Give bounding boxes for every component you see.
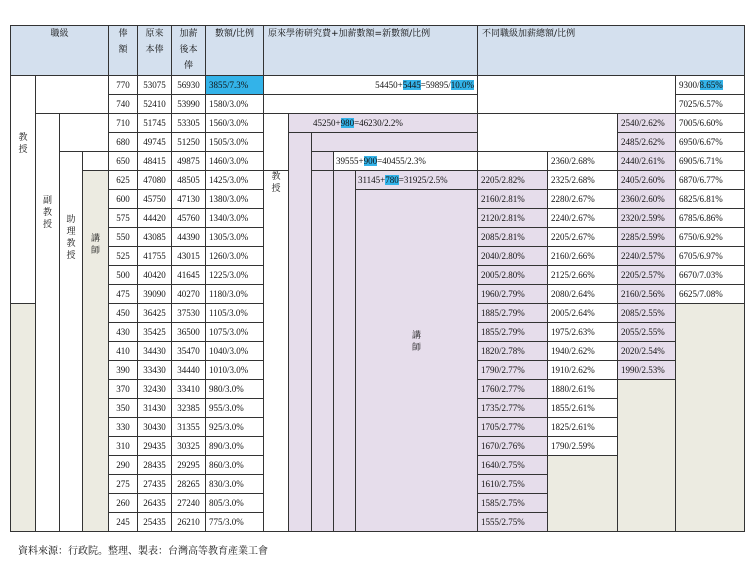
grade-cell: 525 <box>109 247 138 266</box>
diff-lecturer-cell: 1960/2.79% <box>478 285 548 304</box>
lecturer-formula: 31145+780=31925/2.5% <box>356 171 478 190</box>
salary-table-container <box>10 25 723 536</box>
diff-lecturer-cell: 2085/2.81% <box>478 228 548 247</box>
original-salary-cell: 31430 <box>138 399 172 418</box>
amount-ratio-cell: 1225/3.0% <box>206 266 264 285</box>
original-salary-cell: 51745 <box>138 114 172 133</box>
grade-cell: 740 <box>109 95 138 114</box>
amount-ratio-cell: 1505/3.0% <box>206 133 264 152</box>
diff-professor-cell: 7025/6.57% <box>676 95 745 114</box>
raised-salary-cell: 28265 <box>172 475 206 494</box>
diff-associate-cell: 2540/2.62% <box>618 114 676 133</box>
original-salary-cell: 41755 <box>138 247 172 266</box>
diff-professor-cell: 6825/6.81% <box>676 190 745 209</box>
diff-assistant-cell: 2125/2.66% <box>548 266 618 285</box>
grade-cell: 475 <box>109 285 138 304</box>
blank-cell <box>312 133 478 152</box>
grade-cell: 290 <box>109 456 138 475</box>
original-salary-cell: 53075 <box>138 76 172 95</box>
diff-associate-cell: 2160/2.56% <box>618 285 676 304</box>
amount-ratio-cell: 830/3.0% <box>206 475 264 494</box>
diff-assistant-cell: 2360/2.68% <box>548 152 618 171</box>
diff-associate-cell: 2085/2.55% <box>618 304 676 323</box>
diff-lecturer-cell: 2120/2.81% <box>478 209 548 228</box>
diff-professor-cell: 7005/6.60% <box>676 114 745 133</box>
diff-assistant-cell: 1940/2.62% <box>548 342 618 361</box>
diff-assistant-cell: 1825/2.61% <box>548 418 618 437</box>
diff-assistant-cell: 2205/2.67% <box>548 228 618 247</box>
original-salary-cell: 48415 <box>138 152 172 171</box>
raised-salary-cell: 41645 <box>172 266 206 285</box>
raised-salary-cell: 32385 <box>172 399 206 418</box>
blank-cell <box>264 95 478 114</box>
raised-salary-cell: 40270 <box>172 285 206 304</box>
diff-associate-cell: 2240/2.57% <box>618 247 676 266</box>
diff-lecturer-cell: 2040/2.80% <box>478 247 548 266</box>
amount-ratio-cell: 860/3.0% <box>206 456 264 475</box>
original-salary-cell: 28435 <box>138 456 172 475</box>
original-salary-cell: 27435 <box>138 475 172 494</box>
diff-lecturer-cell: 1735/2.77% <box>478 399 548 418</box>
original-salary-cell: 26435 <box>138 494 172 513</box>
raised-salary-cell: 43015 <box>172 247 206 266</box>
diff-assistant-cell: 2005/2.64% <box>548 304 618 323</box>
blank-cell <box>60 114 109 152</box>
grade-cell: 330 <box>109 418 138 437</box>
diff-professor-cell: 6870/6.77% <box>676 171 745 190</box>
diff-associate-cell: 2360/2.60% <box>618 190 676 209</box>
original-salary-cell: 34430 <box>138 342 172 361</box>
original-salary-cell: 43085 <box>138 228 172 247</box>
diff-lecturer-cell: 2160/2.81% <box>478 190 548 209</box>
amount-ratio-cell: 1105/3.0% <box>206 304 264 323</box>
diff-lecturer-cell: 1640/2.75% <box>478 456 548 475</box>
amount-ratio-cell: 1340/3.0% <box>206 209 264 228</box>
salary-raise-table <box>10 25 745 532</box>
amount-ratio-cell: 1380/3.0% <box>206 190 264 209</box>
diff-lecturer-cell: 1760/2.77% <box>478 380 548 399</box>
original-salary-cell: 30430 <box>138 418 172 437</box>
raised-salary-cell: 53990 <box>172 95 206 114</box>
diff-professor-cell: 6750/6.92% <box>676 228 745 247</box>
amount-ratio-cell: 1305/3.0% <box>206 228 264 247</box>
diff-lecturer-cell: 1820/2.78% <box>478 342 548 361</box>
diff-lecturer-cell: 1885/2.79% <box>478 304 548 323</box>
diff-lecturer-cell: 1790/2.77% <box>478 361 548 380</box>
grade-cell: 410 <box>109 342 138 361</box>
grade-cell: 275 <box>109 475 138 494</box>
grade-cell: 310 <box>109 437 138 456</box>
grade-cell: 390 <box>109 361 138 380</box>
grade-cell: 370 <box>109 380 138 399</box>
diff-assistant-cell: 1910/2.62% <box>548 361 618 380</box>
header-amount-ratio: 數額/比例 <box>206 26 264 76</box>
grade-cell: 260 <box>109 494 138 513</box>
diff-associate-cell: 2440/2.61% <box>618 152 676 171</box>
amount-ratio-cell: 925/3.0% <box>206 418 264 437</box>
amount-ratio-cell: 980/3.0% <box>206 380 264 399</box>
blank-cell <box>478 152 548 171</box>
raised-salary-cell: 51250 <box>172 133 206 152</box>
diff-professor-top: 9300/8.65% <box>676 76 745 95</box>
diff-lecturer-cell: 2005/2.80% <box>478 266 548 285</box>
grade-cell: 680 <box>109 133 138 152</box>
blank-cell <box>312 171 334 532</box>
grade-cell: 600 <box>109 190 138 209</box>
diff-associate-cell: 2020/2.54% <box>618 342 676 361</box>
diff-associate-cell: 2320/2.59% <box>618 209 676 228</box>
blank-cell <box>36 76 109 114</box>
original-salary-cell: 45750 <box>138 190 172 209</box>
blank-cell <box>478 114 618 152</box>
header-formula: 原來學術研究費+加薪數額=新數額/比例 <box>264 26 478 76</box>
blank-cell <box>334 171 356 532</box>
diff-assistant-cell: 2080/2.64% <box>548 285 618 304</box>
rank-label-professor: 教授 <box>11 76 36 304</box>
diff-lecturer-cell: 1705/2.77% <box>478 418 548 437</box>
rank-label-professor-2: 教授 <box>264 171 289 532</box>
amount-ratio-cell: 775/3.0% <box>206 513 264 532</box>
rank-label-lecturer-2: 講師 <box>356 190 478 532</box>
original-salary-cell: 39090 <box>138 285 172 304</box>
original-salary-cell: 29435 <box>138 437 172 456</box>
diff-assistant-cell: 2240/2.67% <box>548 209 618 228</box>
amount-ratio-cell: 805/3.0% <box>206 494 264 513</box>
original-salary-cell: 35425 <box>138 323 172 342</box>
grade-cell: 245 <box>109 513 138 532</box>
rank-label-assistant: 助理教授 <box>60 152 83 532</box>
diff-assistant-cell: 2160/2.66% <box>548 247 618 266</box>
original-salary-cell: 40420 <box>138 266 172 285</box>
raised-salary-cell: 47130 <box>172 190 206 209</box>
diff-professor-cell: 6785/6.86% <box>676 209 745 228</box>
amount-ratio-cell: 1180/3.0% <box>206 285 264 304</box>
raised-salary-cell: 31355 <box>172 418 206 437</box>
diff-associate-cell: 2055/2.55% <box>618 323 676 342</box>
original-salary-cell: 33430 <box>138 361 172 380</box>
diff-assistant-cell: 1880/2.61% <box>548 380 618 399</box>
assistant-formula: 39555+900=40455/2.3% <box>334 152 478 171</box>
grade-cell: 770 <box>109 76 138 95</box>
diff-assistant-cell: 2325/2.68% <box>548 171 618 190</box>
raised-salary-cell: 30325 <box>172 437 206 456</box>
blank-cell <box>618 380 676 532</box>
raised-salary-cell: 36500 <box>172 323 206 342</box>
amount-ratio-cell: 1040/3.0% <box>206 342 264 361</box>
raised-salary-cell: 35470 <box>172 342 206 361</box>
raised-salary-cell: 48505 <box>172 171 206 190</box>
amount-ratio-cell: 1560/3.0% <box>206 114 264 133</box>
original-salary-cell: 44420 <box>138 209 172 228</box>
diff-associate-cell: 2285/2.59% <box>618 228 676 247</box>
header-grade: 俸 額 <box>109 26 138 76</box>
diff-lecturer-cell: 2205/2.82% <box>478 171 548 190</box>
diff-lecturer-cell: 1555/2.75% <box>478 513 548 532</box>
blank-cell <box>264 114 289 171</box>
grade-cell: 650 <box>109 152 138 171</box>
diff-professor-cell: 6950/6.67% <box>676 133 745 152</box>
diff-assistant-cell: 1975/2.63% <box>548 323 618 342</box>
original-salary-cell: 52410 <box>138 95 172 114</box>
original-salary-cell: 47080 <box>138 171 172 190</box>
diff-assistant-cell: 1855/2.61% <box>548 399 618 418</box>
grade-cell: 575 <box>109 209 138 228</box>
header-rank: 職級 <box>11 26 109 76</box>
amount-ratio-cell: 890/3.0% <box>206 437 264 456</box>
original-salary-cell: 49745 <box>138 133 172 152</box>
amount-ratio-cell: 1460/3.0% <box>206 152 264 171</box>
amount-ratio-cell: 955/3.0% <box>206 399 264 418</box>
diff-associate-cell: 1990/2.53% <box>618 361 676 380</box>
rank-label-lecturer: 講師 <box>83 171 109 532</box>
blank-cell <box>676 304 745 532</box>
raised-salary-cell: 49875 <box>172 152 206 171</box>
diff-associate-cell: 2485/2.62% <box>618 133 676 152</box>
raised-salary-cell: 26210 <box>172 513 206 532</box>
diff-associate-cell: 2405/2.60% <box>618 171 676 190</box>
grade-cell: 450 <box>109 304 138 323</box>
amount-ratio-cell: 1425/3.0% <box>206 171 264 190</box>
grade-cell: 625 <box>109 171 138 190</box>
diff-lecturer-cell: 1670/2.76% <box>478 437 548 456</box>
raised-salary-cell: 27240 <box>172 494 206 513</box>
raised-salary-cell: 29295 <box>172 456 206 475</box>
header-rank-diff: 不同職級加薪總額/比例 <box>478 26 745 76</box>
header-raised-salary: 加薪 後本 俸 <box>172 26 206 76</box>
diff-assistant-cell: 1790/2.59% <box>548 437 618 456</box>
grade-cell: 500 <box>109 266 138 285</box>
amount-ratio-cell: 1075/3.0% <box>206 323 264 342</box>
raised-salary-cell: 33410 <box>172 380 206 399</box>
amount-ratio-cell: 3855/7.3% <box>206 76 264 95</box>
raised-salary-cell: 56930 <box>172 76 206 95</box>
raised-salary-cell: 34440 <box>172 361 206 380</box>
professor-formula: 54450+5445=59895/10.0% <box>264 76 478 95</box>
grade-cell: 710 <box>109 114 138 133</box>
grade-cell: 350 <box>109 399 138 418</box>
diff-professor-cell: 6670/7.03% <box>676 266 745 285</box>
diff-associate-cell: 2205/2.57% <box>618 266 676 285</box>
diff-lecturer-cell: 1585/2.75% <box>478 494 548 513</box>
amount-ratio-cell: 1260/3.0% <box>206 247 264 266</box>
amount-ratio-cell: 1580/3.0% <box>206 95 264 114</box>
original-salary-cell: 36425 <box>138 304 172 323</box>
diff-lecturer-cell: 1610/2.75% <box>478 475 548 494</box>
diff-professor-cell: 6625/7.08% <box>676 285 745 304</box>
header-original-salary: 原來 本俸 <box>138 26 172 76</box>
blank-cell <box>478 76 676 114</box>
associate-formula: 45250+980=46230/2.2% <box>289 114 478 133</box>
diff-professor-cell: 6705/6.97% <box>676 247 745 266</box>
diff-assistant-cell: 2280/2.67% <box>548 190 618 209</box>
raised-salary-cell: 44390 <box>172 228 206 247</box>
raised-salary-cell: 45760 <box>172 209 206 228</box>
rank-label-associate: 副教授 <box>36 114 60 532</box>
raised-salary-cell: 53305 <box>172 114 206 133</box>
blank-cell <box>11 304 36 532</box>
blank-cell <box>548 456 618 532</box>
diff-lecturer-cell: 1855/2.79% <box>478 323 548 342</box>
grade-cell: 550 <box>109 228 138 247</box>
blank-cell <box>312 152 334 171</box>
grade-cell: 430 <box>109 323 138 342</box>
raised-salary-cell: 37530 <box>172 304 206 323</box>
blank-cell <box>83 152 109 171</box>
original-salary-cell: 25435 <box>138 513 172 532</box>
amount-ratio-cell: 1010/3.0% <box>206 361 264 380</box>
original-salary-cell: 32430 <box>138 380 172 399</box>
diff-professor-cell: 6905/6.71% <box>676 152 745 171</box>
source-note: 資料來源：行政院。整理、製表：台灣高等教育產業工會 <box>18 546 268 557</box>
associate-band <box>289 133 312 532</box>
